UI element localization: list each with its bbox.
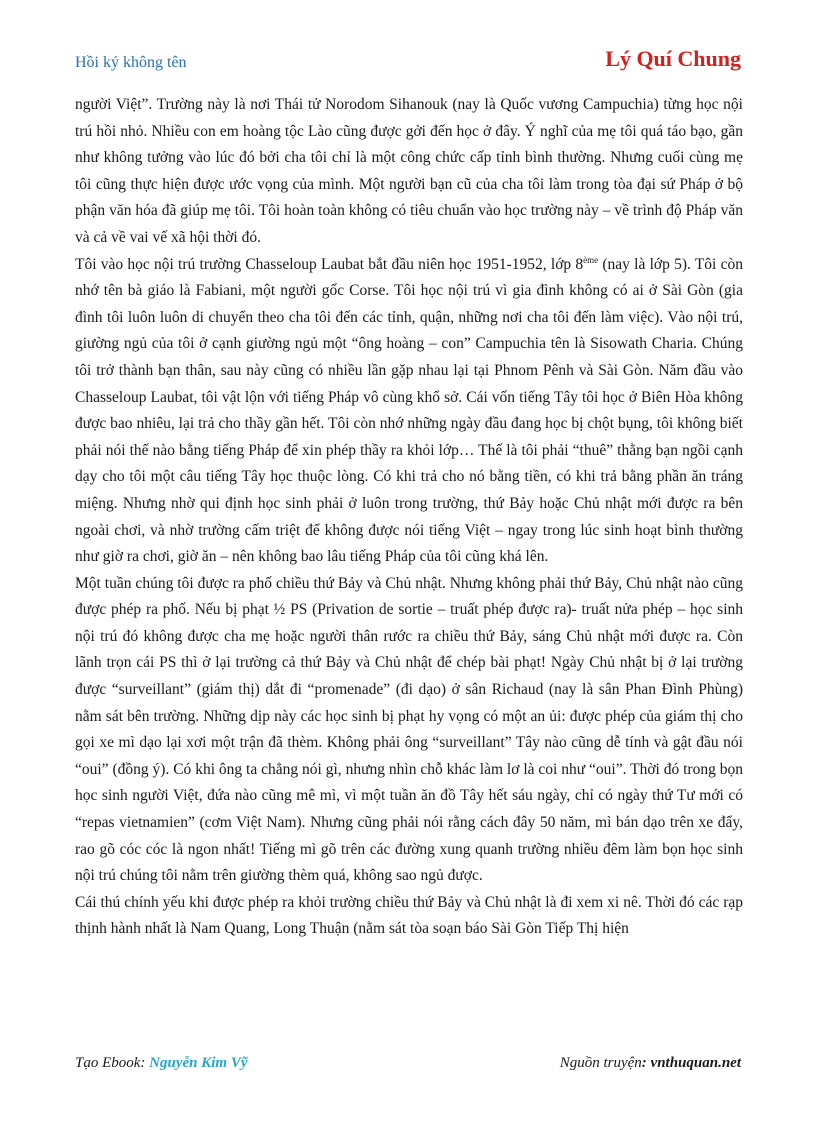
page-footer	[75, 1055, 741, 1079]
ebook-credit	[75, 1055, 248, 1072]
paragraph-2	[75, 252, 743, 571]
source-site: vnthuquan.net	[650, 1055, 741, 1071]
paragraph-4: Cái thú chính yếu khi được phép ra khỏi trường chiều thứ Bảy và Chủ nhật là đi xem xi nê. Thời đó các rạp thịnh hành nhất là Nam Quang, Long Thuận (nằm sát tòa soạn báo Sài Gòn Tiếp Thị hiện	[75, 893, 743, 938]
page-body	[75, 92, 743, 943]
author-name: Lý Quí Chung	[605, 46, 741, 71]
ebook-creator: Nguyễn Kim Vỹ	[149, 1055, 248, 1071]
paragraph-1: người Việt”. Trường này là nơi Thái tử Norodom Sihanouk (nay là Quốc vương Campuchia) từng học nội trú hồi nhỏ. Nhiều con em hoàng tộc Lào cũng được gởi đến học ở đây. Ý nghĩ của mẹ tôi quá táo bạo, gần như không tưởng vào lúc đó bởi cha tôi chỉ là một công chức cấp tỉnh bình thường. Nhưng cuối cùng mẹ tôi cũng thực hiện được ước vọng của mình. Một người bạn cũ của cha tôi làm trong tòa đại sứ Pháp ở bộ phận văn hóa đã giúp mẹ tôi. Tôi hoàn toàn không có tiêu chuẩn vào học trường này – về trình độ Pháp văn và cả về vai vế xã hội thời đó.	[75, 96, 743, 246]
source-credit	[560, 1055, 741, 1072]
paragraph-3: Một tuần chúng tôi được ra phố chiều thứ Bảy và Chủ nhật. Nhưng không phải thứ Bảy, Chủ nhật nào cũng được phép ra phố. Nếu bị phạt ½ PS (Privation de sortie – truất phép được ra)- truất nửa phép – học sinh nội trú đó không được cha mẹ hoặc người thân rước ra chiều thứ Bảy, sáng Chủ nhật mới được ra. Còn lãnh trọn cái PS thì ở lại trường cả thứ Bảy và Chủ nhật để chép bài phạt! Ngày Chủ nhật bị ở lại trường được “surveillant” (giám thị) dắt đi “promenade” (đi dạo) ở sân Richaud (nay là sân Phan Đình Phùng) nằm sát bên trường. Những dịp này các học sinh bị phạt hy vọng có một an ủi: được phép của giám thị cho gọi xe mì dạo lại xơi một trận đã thèm. Không phải ông “surveillant” Tây nào cũng dễ tính và gật đầu nói “oui” (đồng ý). Có khi ông ta chẳng nói gì, nhưng nhìn chỗ khác làm lơ là coi như “oui”. Thời đó trong bọn học sinh người Việt, đứa nào cũng mê mì, vì một tuần ăn đồ Tây hết sáu ngày, chỉ có ngày thứ Tư mới có “repas vietnamien” (cơm Việt Nam). Nhưng cũng phải nói rằng cách đây 50 năm, mì bán dạo trên xe đẩy, rao gõ cóc cóc là ngon nhất! Tiếng mì gõ trên các đường xung quanh trường nhiều đêm làm bọn học sinh nội trú chúng tôi nằm trên giường thèm quá, không sao ngủ được.	[75, 574, 743, 885]
paragraph-2-start: Tôi vào học nội trú trường Chasseloup Laubat bắt đầu niên học 1951-1952, lớp 8	[75, 255, 584, 273]
ebook-label: Tạo Ebook	[75, 1055, 141, 1071]
paragraph-2-rest: (nay là lớp 5). Tôi còn nhớ tên bà giáo là Fabiani, một người gốc Corse. Tôi học nội trú vì gia đình không có ai ở Sài Gòn (gia đình tôi luôn luôn di chuyển theo cha tôi đến các tỉnh, quận, những nơi cha tôi đến làm việc). Vào nội trú, giường ngủ của tôi ở cạnh giường ngủ một “ông hoàng – con” Campuchia tên là Sisowath Charia. Chúng tôi trở thành bạn thân, sau này cũng có nhiều lần gặp nhau lại tại Phnom Pênh và Sài Gòn. Năm đầu vào Chasseloup Laubat, tôi vật lộn với tiếng Pháp vô cùng khổ sở. Cái vốn tiếng Tây tôi học ở Biên Hòa không được bao nhiêu, lại trả cho thầy gần hết. Tôi còn nhớ những ngày đầu đang học bị chột bụng, tôi không biết phải nói thế nào bằng tiếng Pháp để xin phép thầy ra khỏi lớp… Thế là tôi phải “thuê” thằng bạn ngồi cạnh dạy cho tôi một câu tiếng Tây học thuộc lòng. Có khi trả cho nó bằng tiền, có khi trả bằng phần ăn tráng miệng. Nhưng nhờ qui định học sinh phải ở luôn trong trường, thứ Bảy hoặc Chủ nhật mới được ra bên ngoài chơi, và nhờ trường cấm triệt để không được nói tiếng Việt – ngay trong lúc sinh hoạt bình thường như giờ ra chơi, giờ ăn – nên không bao lâu tiếng Pháp của tôi cũng khá lên.	[75, 255, 743, 566]
page-header	[75, 46, 741, 78]
ebook-separator: :	[140, 1055, 150, 1071]
book-title: Hồi ký không tên	[75, 54, 187, 71]
ordinal-superscript: ème	[583, 254, 599, 265]
source-separator: :	[641, 1055, 651, 1071]
source-label: Nguồn truyện	[559, 1055, 642, 1071]
